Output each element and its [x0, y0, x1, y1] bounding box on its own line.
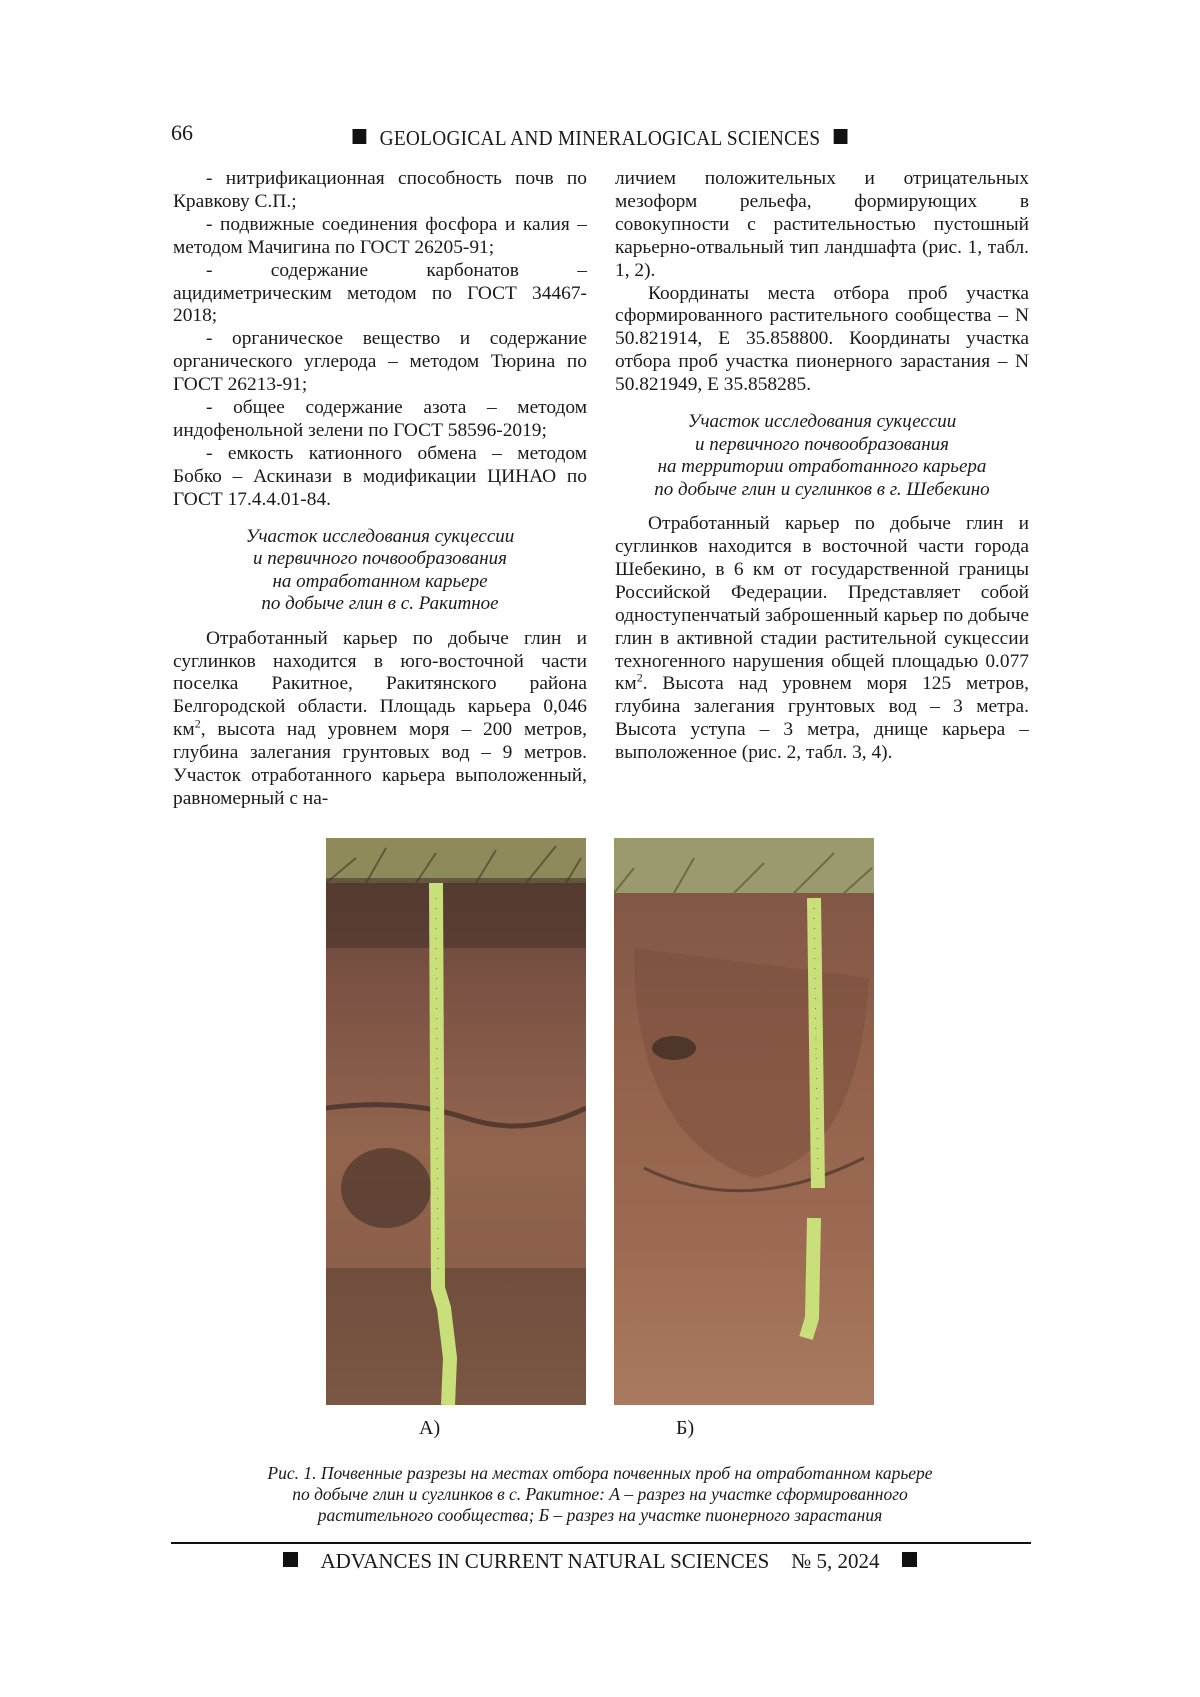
- paragraph-text: Отработанный карьер по добыче глин и суглинков находится в юго-восточной части поселка Ракитное, Ракитянского района Белгородской области. Площадь карьера 0,046 км: [173, 627, 587, 741]
- issue-number: № 5, 2024: [791, 1549, 880, 1573]
- square-bullet-icon: [902, 1552, 917, 1567]
- soil-profile-photo-a: [326, 838, 586, 1405]
- heading-line: и первичного почвообразования: [253, 548, 507, 570]
- figure-caption: [190, 1463, 1010, 1526]
- running-head-text: GEOLOGICAL AND MINERALOGICAL SCIENCES: [379, 126, 821, 150]
- heading-line: по добыче глин и суглинков в г. Шебекино: [654, 478, 990, 500]
- photo-label-b: Б): [676, 1417, 695, 1439]
- body-paragraph: [173, 628, 587, 811]
- soil-profile-photo-b: [614, 838, 874, 1405]
- section-heading-rakitnoe: [173, 526, 587, 616]
- journal-name: ADVANCES IN CURRENT NATURAL SCIENCES: [320, 1549, 770, 1573]
- paragraph-text: , высота над уровнем моря – 200 метров, глубина залегания грунтовых вод – 9 метров. Участок отработанного карьера выположенный, равномерный с на-: [173, 719, 587, 809]
- caption-line: растительного сообщества; Б – разрез на участке пионерного зарастания: [317, 1505, 883, 1525]
- left-column: [173, 168, 587, 811]
- running-head: [48, 126, 1152, 151]
- body-paragraph: личием положительных и отрицательных мезоформ рельефа, формирующих в совокупности с растительностью пустошный карьерно-отвальный тип ландшафта (рис. 1, табл. 1, 2).: [615, 168, 1029, 281]
- paragraph-text: . Высота над уровнем моря 125 метров, глубина залегания грунтовых вод – 3 метра. Высота уступа – 3 метра, днище карьера – выположенное (рис. 2, табл. 3, 4).: [615, 673, 1029, 764]
- body-paragraph: Координаты места отбора проб участка сформированного растительного сообщества – N 50.821914, E 35.858800. Координаты участка отбора проб участка пионерного зарастания – N 50.821949, E 35.858285.: [615, 282, 1029, 396]
- method-list-item: - общее содержание азота – методом индофенольной зелени по ГОСТ 58596-2019;: [173, 397, 587, 441]
- method-list-item: - нитрификационная способность почв по Кравкову С.П.;: [173, 168, 587, 212]
- method-list-item: - емкость катионного обмена – методом Бобко – Аскинази в модификации ЦИНАО по ГОСТ 17.4.4.01-84.: [173, 442, 587, 510]
- soil-profile-image-b: [614, 838, 874, 1405]
- superscript: 2: [636, 670, 643, 685]
- superscript: 2: [194, 716, 201, 731]
- square-bullet-icon: [833, 129, 847, 144]
- body-paragraph: [615, 513, 1029, 765]
- heading-line: на территории отработанного карьера: [657, 456, 987, 478]
- caption-line: Рис. 1. Почвенные разрезы на местах отбора почвенных проб на отработанном карьере: [267, 1463, 933, 1483]
- method-list-item: - органическое вещество и содержание органического углерода – методом Тюрина по ГОСТ 26213-91;: [173, 328, 587, 396]
- square-bullet-icon: [283, 1552, 298, 1567]
- section-heading-shebekino: [615, 411, 1029, 501]
- method-list-item: - содержание карбонатов – ацидиметрическим методом по ГОСТ 34467-2018;: [173, 259, 587, 327]
- heading-line: Участок исследования сукцессии: [687, 411, 957, 433]
- paragraph-text: Отработанный карьер по добыче глин и суглинков находится в восточной части города Шебекино, в 6 км от государственной границы Российской Федерации. Представляет собой одноступенчатый заброшенный карьер по добыче глин в активной стадии растительной сукцессии техногенного нарушения общей площадью 0.077 км: [615, 513, 1029, 695]
- heading-line: и первичного почвообразования: [695, 433, 949, 455]
- caption-line: по добыче глин и суглинков в с. Ракитное: А – разрез на участке сформированного: [292, 1484, 908, 1504]
- heading-line: по добыче глин в с. Ракитное: [261, 593, 499, 615]
- method-list-item: - подвижные соединения фосфора и калия – методом Мачигина по ГОСТ 26205-91;: [173, 213, 587, 258]
- footer-rule: [171, 1542, 1031, 1544]
- page-number: 66: [171, 120, 193, 145]
- heading-line: на отработанном карьере: [272, 570, 488, 592]
- soil-profile-image-a: [326, 838, 586, 1405]
- right-column: [615, 168, 1029, 765]
- heading-line: Участок исследования сукцессии: [245, 525, 515, 547]
- journal-footer: [0, 1549, 1200, 1574]
- photo-label-a: А): [419, 1417, 441, 1439]
- square-bullet-icon: [353, 129, 367, 144]
